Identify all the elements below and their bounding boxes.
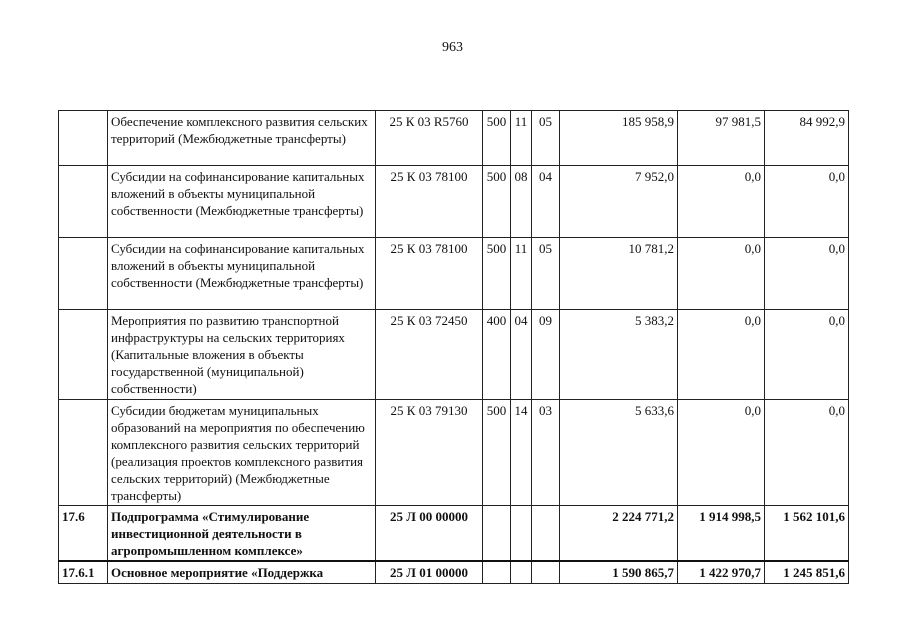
row-vr: 500 xyxy=(483,238,511,310)
row-number: 17.6 xyxy=(59,506,108,562)
page-number: 963 xyxy=(442,40,463,55)
table-row xyxy=(59,400,849,506)
row-pr: 04 xyxy=(532,166,560,238)
row-pr: 05 xyxy=(532,238,560,310)
row-number xyxy=(59,310,108,400)
table-row xyxy=(59,238,849,310)
row-value-1: 1 590 865,7 xyxy=(560,561,678,583)
row-value-2: 0,0 xyxy=(678,310,765,400)
table-row xyxy=(59,561,849,583)
row-pr: 09 xyxy=(532,310,560,400)
row-pr xyxy=(532,561,560,583)
row-rz xyxy=(511,561,532,583)
row-name: Мероприятия по развитию транспортной инфраструктуры на сельских территориях (Капитальные вложения в объекты государственной (муниципальной) собственности) xyxy=(108,310,376,400)
row-value-1: 10 781,2 xyxy=(560,238,678,310)
table-row xyxy=(59,506,849,562)
row-value-3: 0,0 xyxy=(765,166,849,238)
row-value-1: 185 958,9 xyxy=(560,111,678,166)
row-pr xyxy=(532,506,560,562)
row-rz: 04 xyxy=(511,310,532,400)
row-vr: 500 xyxy=(483,400,511,506)
row-rz: 08 xyxy=(511,166,532,238)
budget-table xyxy=(58,110,849,584)
row-name: Основное мероприятие «Поддержка xyxy=(108,561,376,583)
row-name: Субсидии на софинансирование капитальных вложений в объекты муниципальной собственности (Межбюджетные трансферты) xyxy=(108,166,376,238)
row-value-1: 2 224 771,2 xyxy=(560,506,678,562)
row-number: 17.6.1 xyxy=(59,561,108,583)
row-value-3: 0,0 xyxy=(765,238,849,310)
row-value-1: 7 952,0 xyxy=(560,166,678,238)
row-value-3: 84 992,9 xyxy=(765,111,849,166)
row-name: Субсидии на софинансирование капитальных вложений в объекты муниципальной собственности (Межбюджетные трансферты) xyxy=(108,238,376,310)
row-number xyxy=(59,400,108,506)
row-value-2: 0,0 xyxy=(678,238,765,310)
table-row xyxy=(59,310,849,400)
row-name: Подпрограмма «Стимулирование инвестиционной деятельности в агропромышленном комплексе» xyxy=(108,506,376,562)
row-value-1: 5 633,6 xyxy=(560,400,678,506)
table-row xyxy=(59,166,849,238)
row-vr xyxy=(483,506,511,562)
row-code: 25 К 03 R5760 xyxy=(376,111,483,166)
row-value-2: 97 981,5 xyxy=(678,111,765,166)
row-rz xyxy=(511,506,532,562)
row-vr: 500 xyxy=(483,111,511,166)
row-pr: 05 xyxy=(532,111,560,166)
row-vr: 400 xyxy=(483,310,511,400)
table-row xyxy=(59,111,849,166)
row-value-3: 1 562 101,6 xyxy=(765,506,849,562)
row-number xyxy=(59,166,108,238)
row-code: 25 К 03 78100 xyxy=(376,238,483,310)
row-code: 25 К 03 79130 xyxy=(376,400,483,506)
row-value-3: 1 245 851,6 xyxy=(765,561,849,583)
row-value-3: 0,0 xyxy=(765,310,849,400)
row-pr: 03 xyxy=(532,400,560,506)
row-code: 25 Л 00 00000 xyxy=(376,506,483,562)
row-vr: 500 xyxy=(483,166,511,238)
row-value-1: 5 383,2 xyxy=(560,310,678,400)
row-vr xyxy=(483,561,511,583)
row-value-3: 0,0 xyxy=(765,400,849,506)
row-code: 25 К 03 72450 xyxy=(376,310,483,400)
row-code: 25 Л 01 00000 xyxy=(376,561,483,583)
row-rz: 11 xyxy=(511,111,532,166)
row-value-2: 0,0 xyxy=(678,166,765,238)
row-value-2: 1 422 970,7 xyxy=(678,561,765,583)
row-value-2: 1 914 998,5 xyxy=(678,506,765,562)
row-rz: 11 xyxy=(511,238,532,310)
row-number xyxy=(59,238,108,310)
row-code: 25 К 03 78100 xyxy=(376,166,483,238)
row-value-2: 0,0 xyxy=(678,400,765,506)
row-name: Субсидии бюджетам муниципальных образований на мероприятия по обеспечению комплексного развития сельских территорий (реализация проектов комплексного развития сельских территорий) (Межбюджетные трансферты) xyxy=(108,400,376,506)
row-rz: 14 xyxy=(511,400,532,506)
row-number xyxy=(59,111,108,166)
row-name: Обеспечение комплексного развития сельских территорий (Межбюджетные трансферты) xyxy=(108,111,376,166)
